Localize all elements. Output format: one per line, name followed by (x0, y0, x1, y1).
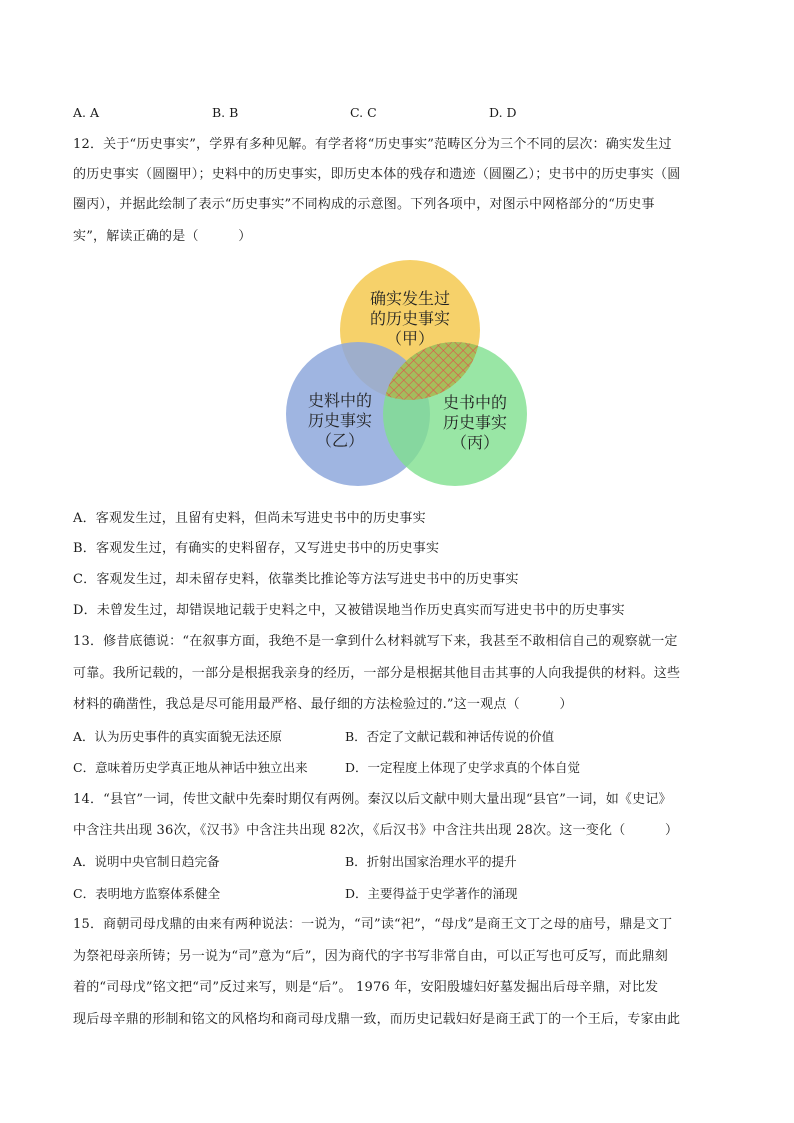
yi-label-3: （乙） (315, 431, 365, 450)
bing-label-1: 史书中的 (442, 393, 508, 412)
q14-stem-line-1: 14．“县官”一词，传世文献中先秦时期仅有两例。秦汉以后文献中则大量出现“县官”一词，如《史记》 (73, 792, 672, 807)
q13-option-b: B．否定了文献记载和神话传说的价值 (345, 729, 555, 744)
q13-stem-line-1: 13．修昔底德说：“在叙事方面，我绝不是一拿到什么材料就写下来，我甚至不敢相信自己的观察就一定 (73, 634, 678, 649)
q15-stem-line-3: 着的“司母戊”铭文把“司”反过来写，则是“后”。 1976 年，安阳殷墟妇好墓发掘出后母辛鼎，对比发 (73, 980, 659, 995)
q14-option-a: A．说明中央官制日趋完备 (73, 854, 220, 869)
q13-option-d: D．一定程度上体现了史学求真的个体自觉 (345, 760, 581, 775)
bing-label-2: 历史事实 (442, 413, 508, 432)
yi-label-2: 历史事实 (307, 411, 373, 430)
jia-label-3: （甲） (385, 329, 435, 348)
q12-stem-line-3: 圈丙），并据此绘制了表示“历史事实”不同构成的示意图。下列各项中，对图示中网格部分的“历史事 (73, 197, 655, 212)
q13-option-a: A．认为历史事件的真实面貌无法还原 (73, 729, 283, 744)
q12-option-b: B．客观发生过，有确实的史料留存，又写进史书中的历史事实 (73, 541, 440, 556)
q12-option-d: D．未曾发生过，却错误地记载于史料之中，又被错误地当作历史真实而写进史书中的历史事实 (73, 603, 625, 618)
q13-stem-line-2: 可靠。我所记载的，一部分是根据我亲身的经历，一部分是根据其他目击其事的人向我提供的材料。这些 (73, 666, 681, 681)
q13-stem-line-3: 材料的确凿性，我总是尽可能用最严格、最仔细的方法检验过的.”这一观点（ ） (73, 697, 573, 712)
q12-option-a: A．客观发生过，且留有史料，但尚未写进史书中的历史事实 (73, 511, 426, 526)
yi-label-1: 史料中的 (307, 391, 373, 410)
q11-option-c: C. C (350, 105, 377, 120)
q15-stem-line-2: 为祭祀母亲所铸；另一说为“司”意为“后”，因为商代的字书写非常自由，可以正写也可反写，而此鼎刻 (73, 949, 668, 964)
bing-label-3: （丙） (450, 433, 500, 452)
q13-option-c: C．意味着历史学真正地从神话中独立出来 (73, 760, 308, 775)
q11-option-b: B. B (212, 105, 239, 120)
q14-stem-line-2: 中含注共出现 36次，《汉书》中含注共出现 82次，《后汉书》中含注共出现 28次。这一变化（ ） (73, 823, 679, 838)
q11-option-a: A. A (73, 105, 100, 120)
q11-option-d: D. D (489, 105, 517, 120)
q12-stem-line-2: 的历史事实（圆圈甲）；史料中的历史事实，即历史本体的残存和遗迹（圆圈乙）；史书中的历史事实（圆 (73, 167, 681, 182)
jia-label-2: 的历史事实 (369, 309, 451, 328)
q14-option-d: D．主要得益于史学著作的涌现 (345, 886, 518, 901)
q12-stem-line-4: 实”，解读正确的是（ ） (73, 229, 252, 244)
q15-stem-line-1: 15．商朝司母戊鼎的由来有两种说法：一说为，“司”读“祀”，“母戊”是商王文丁之母的庙号，鼎是文丁 (73, 917, 673, 932)
q12-stem-line-1: 12．关于“历史事实”，学界有多种见解。有学者将“历史事实”范畴区分为三个不同的层次：确实发生过 (73, 137, 672, 152)
q14-option-c: C．表明地方监察体系健全 (73, 886, 221, 901)
venn-diagram (280, 256, 540, 496)
q12-option-c: C．客观发生过，却未留存史料，依靠类比推论等方法写进史书中的历史事实 (73, 572, 519, 587)
q14-option-b: B．折射出国家治理水平的提升 (345, 854, 517, 869)
jia-label-1: 确实发生过 (369, 289, 451, 308)
q15-stem-line-4: 现后母辛鼎的形制和铭文的风格均和商司母戊鼎一致，而历史记载妇好是商王武丁的一个王后，专家由此 (73, 1012, 681, 1027)
